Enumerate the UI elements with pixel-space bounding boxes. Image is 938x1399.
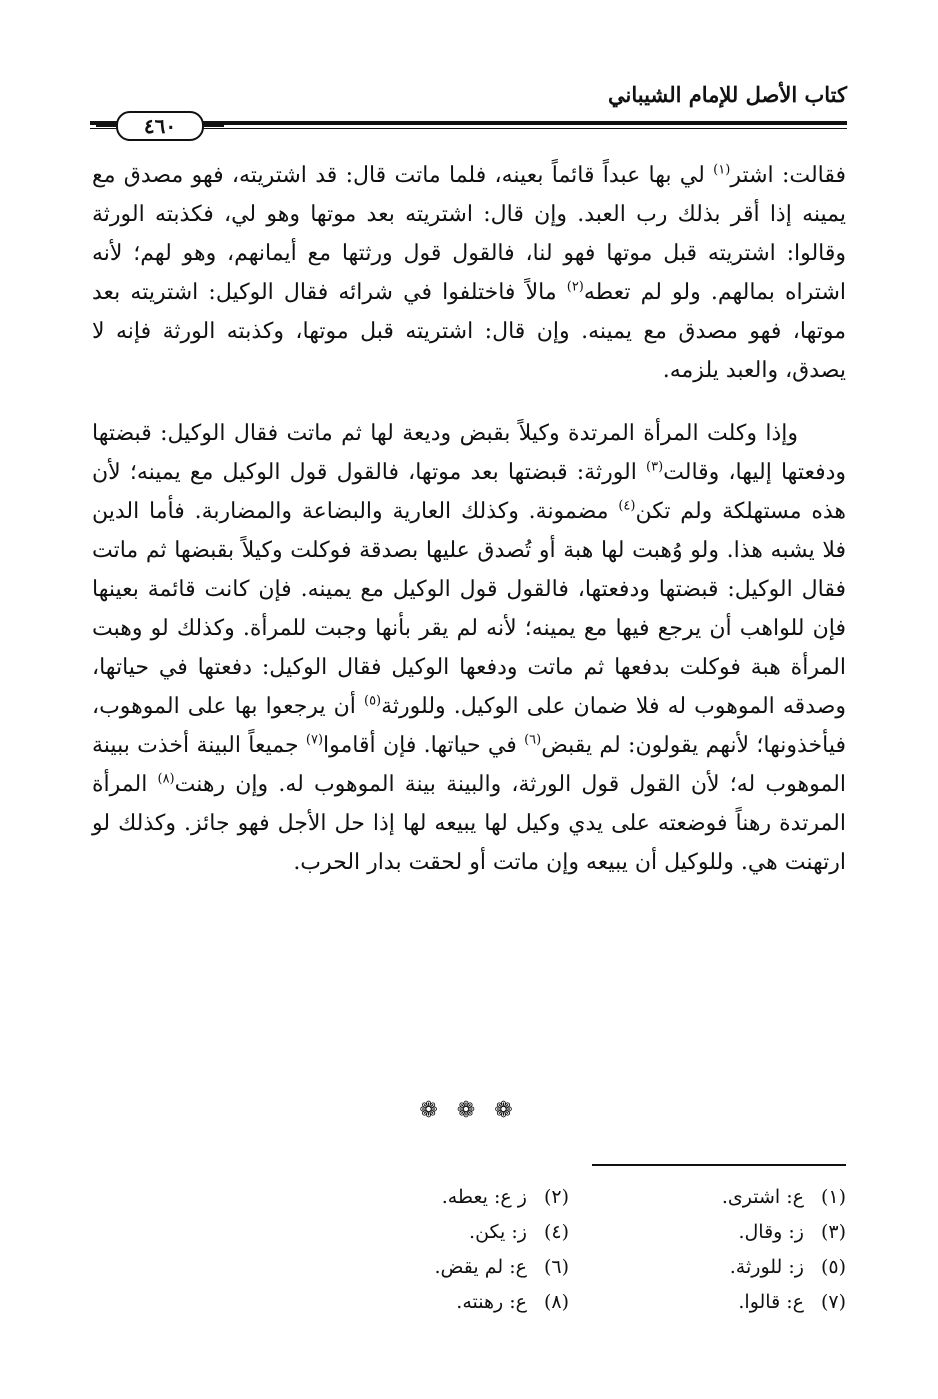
footnote-text: ز: يكن. xyxy=(469,1221,527,1243)
footnote-8 xyxy=(292,1285,569,1319)
footnote-number: (٧) xyxy=(820,1291,846,1313)
footnote-marker: (٦) xyxy=(524,732,542,748)
footnote-text: ع: قالوا. xyxy=(738,1291,804,1313)
body-text xyxy=(92,156,846,882)
footnote-rule xyxy=(592,1164,846,1166)
footnote-number: (٤) xyxy=(543,1221,569,1243)
paragraph-2 xyxy=(92,414,846,882)
footnote-2 xyxy=(292,1180,569,1214)
footnote-text: ز: وقال. xyxy=(738,1221,804,1243)
footnote-number: (٣) xyxy=(820,1221,846,1243)
text-run: في حياتها. فإن أقاموا xyxy=(323,733,525,758)
footnote-3 xyxy=(569,1215,846,1249)
text-run: المرأة المرتدة رهناً فوضعته على يدي وكيل لها يبيعه لها إذا حل الأجل فهو جائز. وكذلك لو ارتهنت هي. وللوكيل أن يبيعه وإن ماتت أو لحقت بدار الحرب. xyxy=(92,772,846,875)
footnote-5 xyxy=(569,1250,846,1284)
footnote-marker: (١) xyxy=(713,162,731,178)
footnote-marker: (٢) xyxy=(566,279,584,295)
footnote-text: ز: للورثة. xyxy=(729,1256,804,1278)
text-run: الورثة: قبضتها بعد موتها، فالقول قول الوكيل مع يمينه؛ لأن هذه مستهلكة ولم تكن xyxy=(92,460,846,524)
footnote-number: (٥) xyxy=(820,1256,846,1278)
footnote-text: ز ع: يعطه. xyxy=(441,1186,527,1208)
text-run: مضمونة. وكذلك العارية والبضاعة والمضاربة. فأما الدين فلا يشبه هذا. ولو وُهبت لها هبة أو تُصدق عليها بصدقة فوكلت وكيلاً بقبضها ثم ماتت فقال الوكيل: قبضتها ودفعتها، فالقول قول الوكيل مع يمينه. فإن كانت قائمة بعينها فإن للواهب أن يرجع فيها مع يمينه؛ لأنه لم يقر بأنها وجبت للمرأة. وكذلك لو وهبت المرأة هبة فوكلت بدفعها ثم ماتت ودفعها الوكيل فقال الوكيل: دفعتها في حياتها، وصدقه الموهوب له فلا ضمان على الوكيل. وللورثة xyxy=(92,499,846,719)
text-run: فقالت: اشتر xyxy=(730,163,847,188)
footnote-text: ع: لم يقض. xyxy=(434,1256,527,1278)
running-title: كتاب الأصل للإمام الشيباني xyxy=(608,82,847,107)
footnote-marker: (٤) xyxy=(618,498,636,514)
text-run: لي بها عبداً قائماً بعينه، فلما ماتت قال: قد اشتريته، فهو مصدق مع يمينه إذا أقر بذلك رب العبد. وإن قال: اشتريته بعد موتها وهو لي، فكذبته الورثة وقالوا: اشتريته قبل موتها فهو لنا، فالقول قول ورثتها مع أيمانهم، وهو لهم؛ لأنه اشتراه بمالهم. ولو لم تعطه xyxy=(92,163,846,305)
footnote-text: ع: اشترى. xyxy=(721,1186,804,1208)
text-run: جميعاً البينة أخذت ببينة الموهوب له؛ لأن القول قول الورثة، والبينة بينة الموهوب له. وإن رهنت xyxy=(92,733,846,797)
page-header xyxy=(90,82,847,142)
footnote-marker: (٣) xyxy=(646,459,664,475)
section-ornament: ❁ ❁ ❁ xyxy=(419,1098,519,1123)
footnotes xyxy=(292,1180,846,1319)
footnote-marker: (٧) xyxy=(305,732,324,748)
text-run: مالاً فاختلفوا في شرائه فقال الوكيل: اشتريته بعد موتها، فهو مصدق مع يمينه. وإن قال: اشتريته قبل موتها، وكذبته الورثة فإنه لا يصدق، والعبد يلزمه. xyxy=(92,280,846,383)
footnote-number: (٦) xyxy=(543,1256,569,1278)
text-run: أن يرجعوا بها على الموهوب، فيأخذونها؛ لأنهم يقولون: لم يقبض xyxy=(92,694,846,758)
page-number: ٤٦٠ xyxy=(116,111,204,141)
footnote-6 xyxy=(292,1250,569,1284)
footnote-number: (٢) xyxy=(543,1186,569,1208)
footnote-marker: (٨) xyxy=(157,771,175,787)
text-run: وإذا وكلت المرأة المرتدة وكيلاً بقبض وديعة لها ثم ماتت فقال الوكيل: قبضتها ودفعتها إليها، وقالت xyxy=(92,421,847,485)
footnote-4 xyxy=(292,1215,569,1249)
footnote-number: (١) xyxy=(820,1186,846,1208)
footnote-7 xyxy=(569,1285,846,1319)
footnote-marker: (٥) xyxy=(363,693,382,709)
footnote-number: (٨) xyxy=(543,1291,569,1313)
footnote-text: ع: رهنته. xyxy=(456,1291,527,1313)
footnote-1 xyxy=(569,1180,846,1214)
paragraph-1 xyxy=(92,156,846,390)
